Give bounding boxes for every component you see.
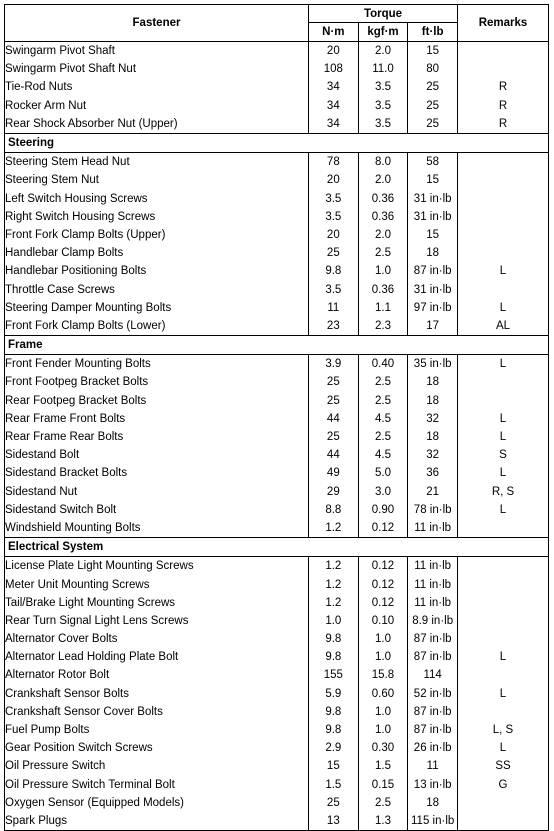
remarks-cell: SS [458,757,549,775]
fastener-cell: Swingarm Pivot Shaft Nut [5,60,309,78]
nm-cell: 5.9 [309,685,359,703]
remarks-cell: R, S [458,483,549,501]
table-row [5,666,549,684]
nm-cell: 13 [309,812,359,831]
ftlb-cell: 18 [408,244,458,262]
ftlb-cell: 8.9 in·lb [408,612,458,630]
kgfm-cell: 1.3 [358,812,408,831]
kgfm-cell: 0.12 [358,557,408,576]
fastener-cell: Crankshaft Sensor Cover Bolts [5,703,309,721]
table-row [5,776,549,794]
header-torque: Torque [309,5,458,23]
kgfm-cell: 2.5 [358,244,408,262]
nm-cell: 25 [309,428,359,446]
ftlb-cell: 36 [408,464,458,482]
nm-cell: 1.5 [309,776,359,794]
fastener-cell: Spark Plugs [5,812,309,831]
remarks-cell [458,519,549,538]
table-row [5,630,549,648]
ftlb-cell: 114 [408,666,458,684]
nm-cell: 25 [309,244,359,262]
fastener-cell: Throttle Case Screws [5,280,309,298]
table-row [5,60,549,78]
fastener-cell: Sidestand Bracket Bolts [5,464,309,482]
kgfm-cell: 1.0 [358,262,408,280]
kgfm-cell: 3.5 [358,97,408,115]
ftlb-cell: 11 in·lb [408,557,458,576]
fastener-cell: Steering Damper Mounting Bolts [5,299,309,317]
fastener-cell: Steering Stem Nut [5,171,309,189]
nm-cell: 25 [309,392,359,410]
remarks-cell [458,60,549,78]
remarks-cell: L [458,262,549,280]
table-row [5,115,549,134]
ftlb-cell: 80 [408,60,458,78]
fastener-cell: Handlebar Positioning Bolts [5,262,309,280]
table-row [5,557,549,576]
nm-cell: 15 [309,757,359,775]
nm-cell: 1.2 [309,575,359,593]
table-row [5,501,549,519]
nm-cell: 1.0 [309,612,359,630]
ftlb-cell: 11 in·lb [408,594,458,612]
remarks-cell [458,153,549,172]
fastener-cell: Alternator Lead Holding Plate Bolt [5,648,309,666]
ftlb-cell: 58 [408,153,458,172]
nm-cell: 1.2 [309,557,359,576]
table-row [5,703,549,721]
table-row [5,739,549,757]
remarks-cell: L [458,501,549,519]
remarks-cell [458,812,549,831]
fastener-cell: Right Switch Housing Screws [5,208,309,226]
nm-cell: 9.8 [309,703,359,721]
fastener-cell: Front Fender Mounting Bolts [5,355,309,374]
ftlb-cell: 115 in·lb [408,812,458,831]
fastener-cell: Rear Shock Absorber Nut (Upper) [5,115,309,134]
header-ftlb: ft·lb [408,23,458,42]
remarks-cell: R [458,78,549,96]
nm-cell: 108 [309,60,359,78]
remarks-cell [458,392,549,410]
table-row [5,575,549,593]
nm-cell: 9.8 [309,262,359,280]
table-row [5,244,549,262]
nm-cell: 29 [309,483,359,501]
nm-cell: 78 [309,153,359,172]
nm-cell: 8.8 [309,501,359,519]
nm-cell: 3.5 [309,190,359,208]
fastener-cell: Tail/Brake Light Mounting Screws [5,594,309,612]
nm-cell: 20 [309,226,359,244]
nm-cell: 9.8 [309,648,359,666]
nm-cell: 155 [309,666,359,684]
fastener-cell: Front Fork Clamp Bolts (Lower) [5,317,309,336]
table-row [5,373,549,391]
table-row [5,685,549,703]
table-row [5,721,549,739]
kgfm-cell: 1.0 [358,721,408,739]
fastener-cell: Oil Pressure Switch [5,757,309,775]
section-title: Frame [5,336,549,355]
remarks-cell [458,666,549,684]
ftlb-cell: 11 in·lb [408,575,458,593]
kgfm-cell: 2.0 [358,226,408,244]
nm-cell: 44 [309,410,359,428]
ftlb-cell: 13 in·lb [408,776,458,794]
fastener-cell: Sidestand Bolt [5,446,309,464]
fastener-cell: Sidestand Nut [5,483,309,501]
kgfm-cell: 0.40 [358,355,408,374]
ftlb-cell: 25 [408,78,458,96]
fastener-cell: Meter Unit Mounting Screws [5,575,309,593]
fastener-cell: Oil Pressure Switch Terminal Bolt [5,776,309,794]
fastener-cell: Rear Frame Rear Bolts [5,428,309,446]
remarks-cell: L [458,355,549,374]
fastener-cell: Front Fork Clamp Bolts (Upper) [5,226,309,244]
kgfm-cell: 1.1 [358,299,408,317]
section-row [5,133,549,152]
nm-cell: 9.8 [309,721,359,739]
ftlb-cell: 25 [408,97,458,115]
table-row [5,428,549,446]
fastener-cell: Left Switch Housing Screws [5,190,309,208]
kgfm-cell: 2.3 [358,317,408,336]
nm-cell: 9.8 [309,630,359,648]
nm-cell: 25 [309,794,359,812]
section-row [5,538,549,557]
ftlb-cell: 31 in·lb [408,208,458,226]
ftlb-cell: 87 in·lb [408,703,458,721]
table-row [5,42,549,61]
fastener-cell: Gear Position Switch Screws [5,739,309,757]
fastener-cell: Oxygen Sensor (Equipped Models) [5,794,309,812]
remarks-cell [458,630,549,648]
remarks-cell: L, S [458,721,549,739]
nm-cell: 20 [309,42,359,61]
kgfm-cell: 3.0 [358,483,408,501]
kgfm-cell: 3.5 [358,78,408,96]
fastener-cell: Steering Stem Head Nut [5,153,309,172]
kgfm-cell: 1.0 [358,703,408,721]
header-nm: N·m [309,23,359,42]
remarks-cell: L [458,410,549,428]
ftlb-cell: 18 [408,794,458,812]
remarks-cell: R [458,115,549,134]
section-title: Electrical System [5,538,549,557]
remarks-cell [458,612,549,630]
section-title: Steering [5,133,549,152]
fastener-cell: Rear Turn Signal Light Lens Screws [5,612,309,630]
remarks-cell [458,244,549,262]
fastener-cell: Rocker Arm Nut [5,97,309,115]
remarks-cell [458,594,549,612]
nm-cell: 2.9 [309,739,359,757]
kgfm-cell: 0.12 [358,594,408,612]
kgfm-cell: 0.12 [358,575,408,593]
remarks-cell [458,226,549,244]
table-row [5,648,549,666]
nm-cell: 34 [309,115,359,134]
remarks-cell: AL [458,317,549,336]
fastener-cell: Swingarm Pivot Shaft [5,42,309,61]
table-row [5,280,549,298]
kgfm-cell: 0.10 [358,612,408,630]
table-row [5,171,549,189]
table-row [5,612,549,630]
nm-cell: 44 [309,446,359,464]
ftlb-cell: 31 in·lb [408,280,458,298]
table-row [5,446,549,464]
table-row [5,410,549,428]
fastener-cell: Fuel Pump Bolts [5,721,309,739]
ftlb-cell: 18 [408,373,458,391]
remarks-cell: S [458,446,549,464]
nm-cell: 20 [309,171,359,189]
kgfm-cell: 0.36 [358,280,408,298]
table-header [5,5,549,42]
nm-cell: 3.9 [309,355,359,374]
remarks-cell: L [458,464,549,482]
kgfm-cell: 8.0 [358,153,408,172]
kgfm-cell: 4.5 [358,410,408,428]
ftlb-cell: 78 in·lb [408,501,458,519]
ftlb-cell: 87 in·lb [408,648,458,666]
ftlb-cell: 97 in·lb [408,299,458,317]
ftlb-cell: 32 [408,410,458,428]
fastener-cell: Windshield Mounting Bolts [5,519,309,538]
nm-cell: 23 [309,317,359,336]
kgfm-cell: 1.0 [358,630,408,648]
ftlb-cell: 15 [408,42,458,61]
nm-cell: 49 [309,464,359,482]
fastener-cell: Handlebar Clamp Bolts [5,244,309,262]
nm-cell: 3.5 [309,208,359,226]
header-fastener: Fastener [5,5,309,42]
table-row [5,208,549,226]
remarks-cell: L [458,739,549,757]
fastener-cell: Rear Footpeg Bracket Bolts [5,392,309,410]
ftlb-cell: 18 [408,428,458,446]
kgfm-cell: 0.30 [358,739,408,757]
remarks-cell [458,794,549,812]
kgfm-cell: 0.36 [358,208,408,226]
kgfm-cell: 0.36 [358,190,408,208]
kgfm-cell: 0.15 [358,776,408,794]
kgfm-cell: 2.5 [358,392,408,410]
table-row [5,757,549,775]
remarks-cell: L [458,685,549,703]
remarks-cell [458,42,549,61]
ftlb-cell: 35 in·lb [408,355,458,374]
ftlb-cell: 31 in·lb [408,190,458,208]
table-row [5,226,549,244]
kgfm-cell: 0.90 [358,501,408,519]
ftlb-cell: 18 [408,392,458,410]
ftlb-cell: 15 [408,171,458,189]
ftlb-cell: 25 [408,115,458,134]
ftlb-cell: 32 [408,446,458,464]
kgfm-cell: 2.0 [358,42,408,61]
nm-cell: 34 [309,97,359,115]
nm-cell: 34 [309,78,359,96]
kgfm-cell: 11.0 [358,60,408,78]
table-row [5,299,549,317]
table-row [5,392,549,410]
table-row [5,190,549,208]
remarks-cell: L [458,299,549,317]
nm-cell: 1.2 [309,519,359,538]
nm-cell: 11 [309,299,359,317]
ftlb-cell: 17 [408,317,458,336]
remarks-cell [458,557,549,576]
torque-table [4,4,549,831]
kgfm-cell: 0.12 [358,519,408,538]
remarks-cell [458,280,549,298]
ftlb-cell: 26 in·lb [408,739,458,757]
nm-cell: 1.2 [309,594,359,612]
ftlb-cell: 15 [408,226,458,244]
kgfm-cell: 1.5 [358,757,408,775]
table-row [5,78,549,96]
ftlb-cell: 11 in·lb [408,519,458,538]
remarks-cell [458,575,549,593]
fastener-cell: Alternator Rotor Bolt [5,666,309,684]
ftlb-cell: 21 [408,483,458,501]
table-row [5,317,549,336]
ftlb-cell: 87 in·lb [408,262,458,280]
fastener-cell: Rear Frame Front Bolts [5,410,309,428]
kgfm-cell: 2.0 [358,171,408,189]
ftlb-cell: 11 [408,757,458,775]
table-row [5,355,549,374]
fastener-cell: Front Footpeg Bracket Bolts [5,373,309,391]
remarks-cell [458,703,549,721]
table-row [5,812,549,831]
remarks-cell: G [458,776,549,794]
kgfm-cell: 2.5 [358,428,408,446]
kgfm-cell: 2.5 [358,373,408,391]
header-remarks: Remarks [458,5,549,42]
kgfm-cell: 2.5 [358,794,408,812]
fastener-cell: Sidestand Switch Bolt [5,501,309,519]
remarks-cell [458,373,549,391]
table-body [5,42,549,831]
nm-cell: 25 [309,373,359,391]
ftlb-cell: 87 in·lb [408,721,458,739]
table-row [5,97,549,115]
fastener-cell: License Plate Light Mounting Screws [5,557,309,576]
kgfm-cell: 0.60 [358,685,408,703]
kgfm-cell: 5.0 [358,464,408,482]
fastener-cell: Tie-Rod Nuts [5,78,309,96]
kgfm-cell: 1.0 [358,648,408,666]
table-row [5,483,549,501]
remarks-cell: L [458,428,549,446]
table-row [5,262,549,280]
kgfm-cell: 3.5 [358,115,408,134]
remarks-cell [458,171,549,189]
fastener-cell: Crankshaft Sensor Bolts [5,685,309,703]
remarks-cell [458,208,549,226]
remarks-cell: R [458,97,549,115]
torque-table-container [4,4,549,831]
ftlb-cell: 52 in·lb [408,685,458,703]
table-row [5,794,549,812]
table-row [5,519,549,538]
table-row [5,153,549,172]
header-kgfm: kgf·m [358,23,408,42]
kgfm-cell: 15.8 [358,666,408,684]
remarks-cell [458,190,549,208]
nm-cell: 3.5 [309,280,359,298]
table-row [5,464,549,482]
ftlb-cell: 87 in·lb [408,630,458,648]
kgfm-cell: 4.5 [358,446,408,464]
section-row [5,336,549,355]
table-row [5,594,549,612]
remarks-cell: L [458,648,549,666]
fastener-cell: Alternator Cover Bolts [5,630,309,648]
